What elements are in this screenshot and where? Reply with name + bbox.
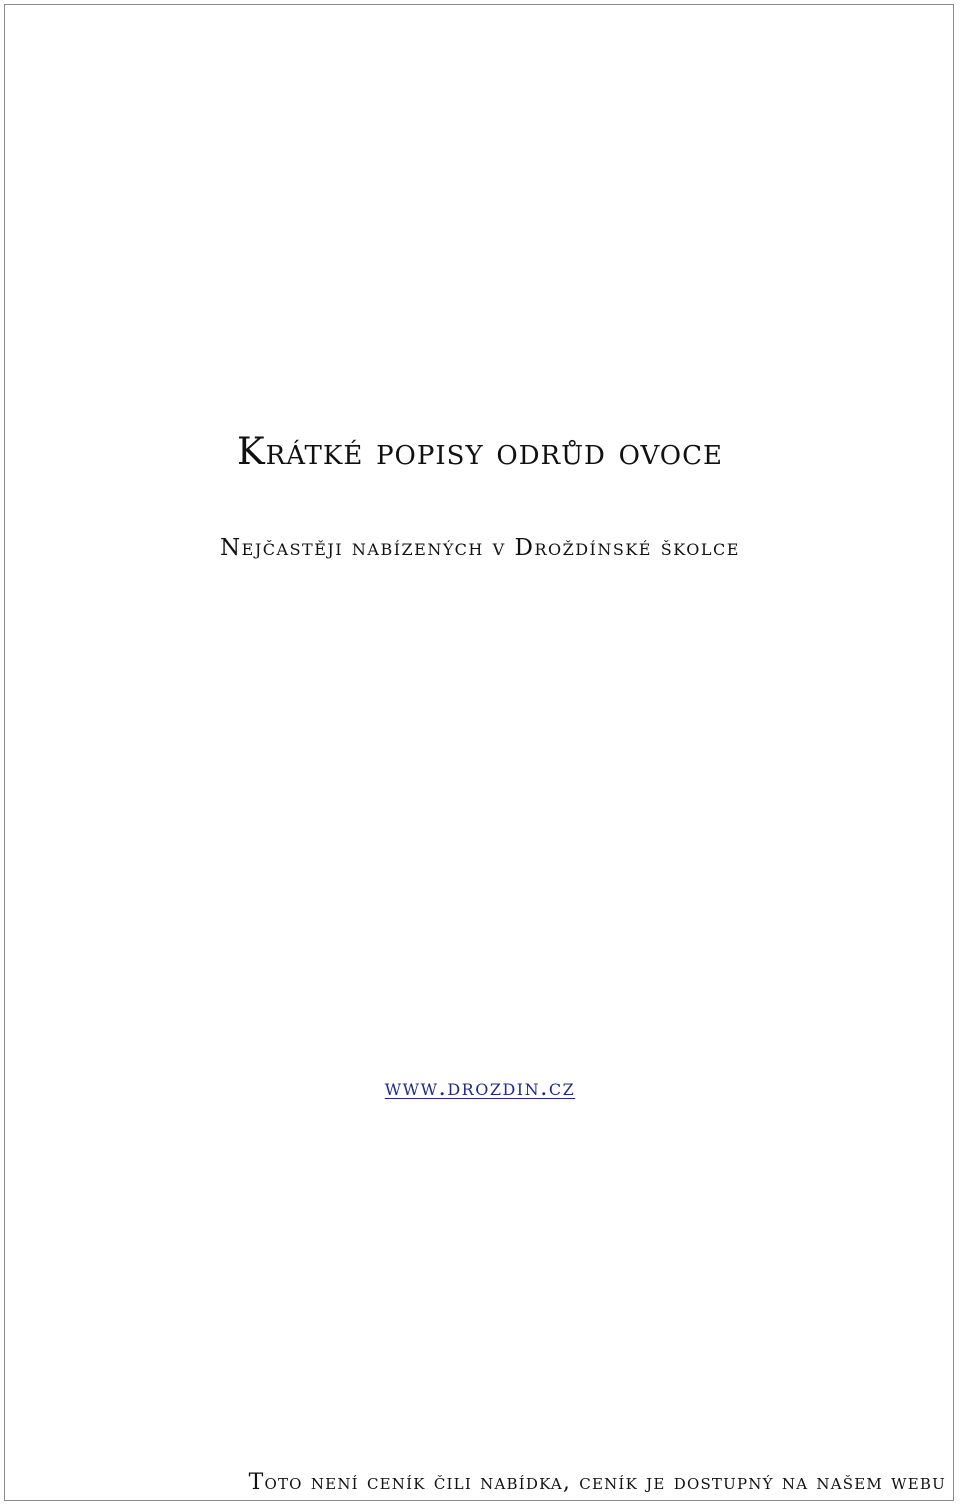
document-title: Krátké popisy odrůd ovoce xyxy=(236,430,723,473)
website-link[interactable]: www.drozdin.cz xyxy=(384,1075,576,1101)
document-subtitle: Nejčastěji nabízených v Droždínské školce xyxy=(220,535,740,561)
page-border xyxy=(4,4,954,1501)
footer-note: Toto není ceník čili nabídka, ceník je dostupný na našem webu xyxy=(248,1470,946,1495)
